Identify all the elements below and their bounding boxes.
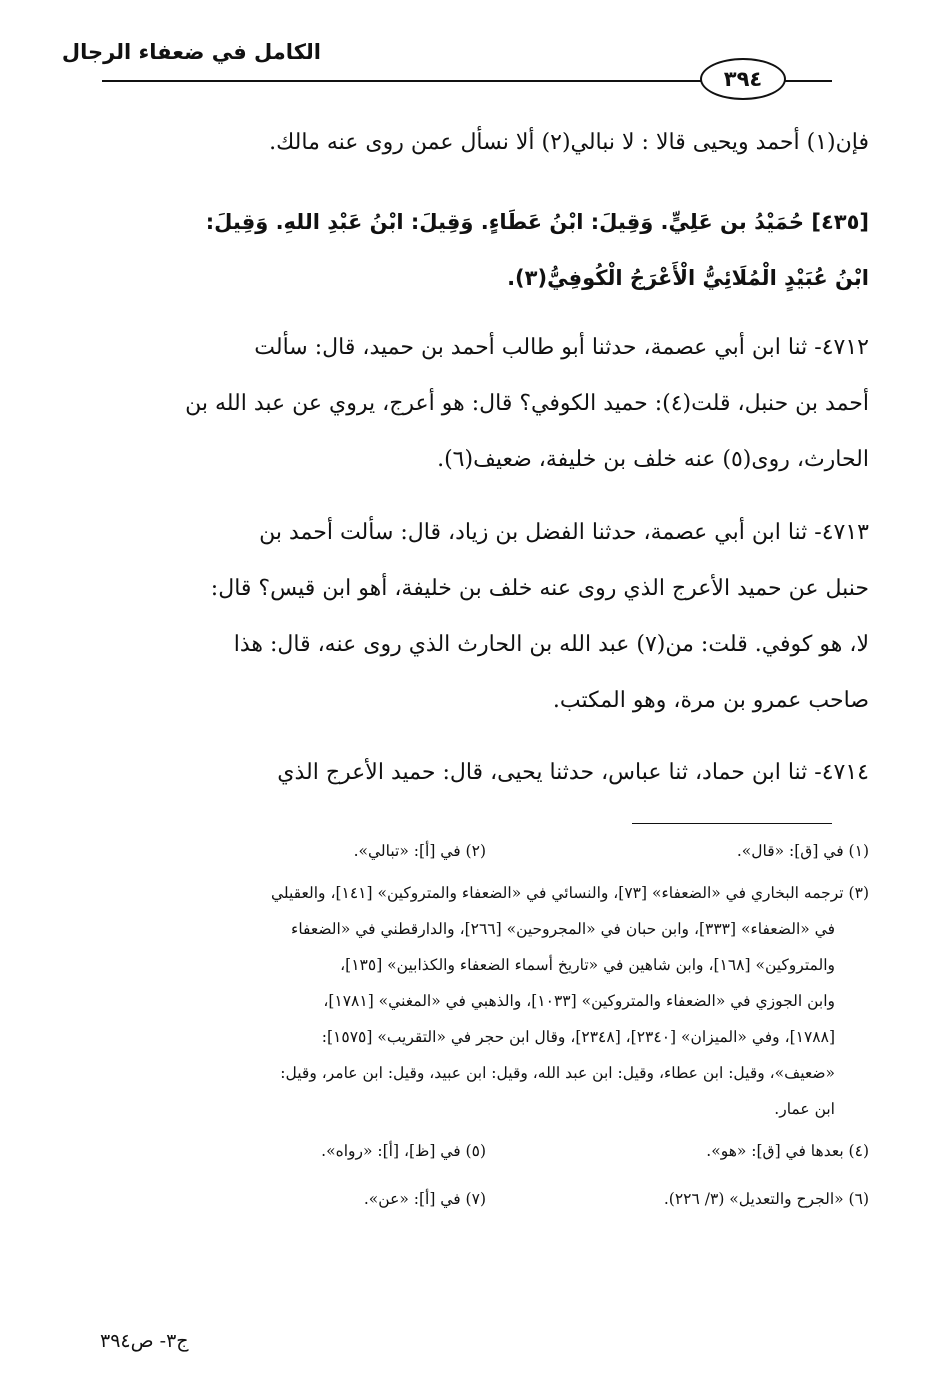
page-number: ٣٩٤ <box>700 58 786 100</box>
footnote-2: (٢) في [أ]: «تبالي». <box>353 842 486 860</box>
text-line: فإن(١) أحمد ويحيى قالا : لا نبالي(٢) ألا نسأل عمن روى عنه مالك. <box>269 130 869 155</box>
text-line: الحارث، روى(٥) عنه خلف بن خليفة، ضعيف(٦). <box>437 447 869 472</box>
footnote-3-line: وابن الجوزي في «الضعفاء والمتروكين» [١٠٣٣]، والذهبي في «المغني» [١٧٨١]، <box>323 992 835 1010</box>
footnote-3-line: في «الضعفاء» [٣٣٣]، وابن حبان في «المجروحين» [٢٦٦]، والدارقطني في «الضعفاء <box>291 920 835 938</box>
footnote-3-line: (٣) ترجمه البخاري في «الضعفاء» [٧٣]، والنسائي في «الضعفاء والمتروكين» [١٤١]، والعقيلي <box>270 884 869 902</box>
text-line: ٤٧١٣- ثنا ابن أبي عصمة، حدثنا الفضل بن زياد، قال: سألت أحمد بن <box>259 520 869 545</box>
footnote-3-line: [١٧٨٨]، وفي «الميزان» [٢٣٤٠]، [٢٣٤٨]، وقال ابن حجر في «التقريب» [١٥٧٥]: <box>321 1028 835 1046</box>
volume-page-reference: ج٣- ص٣٩٤ <box>100 1330 189 1352</box>
text-line: صاحب عمرو بن مرة، وهو المكتب. <box>552 688 869 713</box>
footnote-6: (٦) «الجرح والتعديل» (٣/ ٢٢٦). <box>663 1190 869 1208</box>
footnote-4: (٤) بعدها في [ق]: «هو». <box>706 1142 869 1160</box>
footnote-7: (٧) في [أ]: «عن». <box>363 1190 486 1208</box>
footnote-5: (٥) في [ظ]، [أ]: «رواه». <box>321 1142 486 1160</box>
text-line: حنبل عن حميد الأعرج الذي روى عنه خلف بن خليفة، أهو ابن قيس؟ قال: <box>210 576 869 601</box>
footnote-1: (١) في [ق]: «قال». <box>736 842 869 860</box>
footnote-rule <box>632 823 832 824</box>
text-line: لا، هو كوفي. قلت: من(٧) عبد الله بن الحارث الذي روى عنه، قال: هذا <box>233 632 869 657</box>
text-line: ٤٧١٤- ثنا ابن حماد، ثنا عباس، حدثنا يحيى، قال: حميد الأعرج الذي <box>277 760 869 785</box>
footnote-3-line: ابن عمار. <box>774 1100 835 1118</box>
footnote-3-line: والمتروكين» [١٦٨]، وابن شاهين في «تاريخ أسماء الضعفاء والكذابين» [١٣٥]، <box>340 956 835 974</box>
text-line: ٤٧١٢- ثنا ابن أبي عصمة، حدثنا أبو طالب أحمد بن حميد، قال: سألت <box>254 335 869 360</box>
footnote-3-line: «ضعيف»، وقيل: ابن عطاء، وقيل: ابن عبد الله، وقيل: ابن عبيد، وقيل: ابن عامر، وقيل: <box>280 1064 835 1082</box>
text-line: ابْنُ عُبَيْدٍ الْمُلَائِيُّ الْأَعْرَجُ الْكُوفِيُّ(٣). <box>507 266 869 290</box>
text-line: أحمد بن حنبل، قلت(٤): حميد الكوفي؟ قال: هو أعرج، يروي عن عبد الله بن <box>185 391 869 416</box>
text-line: [٤٣٥] حُمَيْدُ بن عَلِيٍّ. وَقِيلَ: ابْنُ عَطَاءٍ. وَقِيلَ: ابْنُ عَبْدِ اللهِ. وَقِيلَ: <box>205 210 869 234</box>
book-title: الكامل في ضعفاء الرجال <box>61 40 321 64</box>
